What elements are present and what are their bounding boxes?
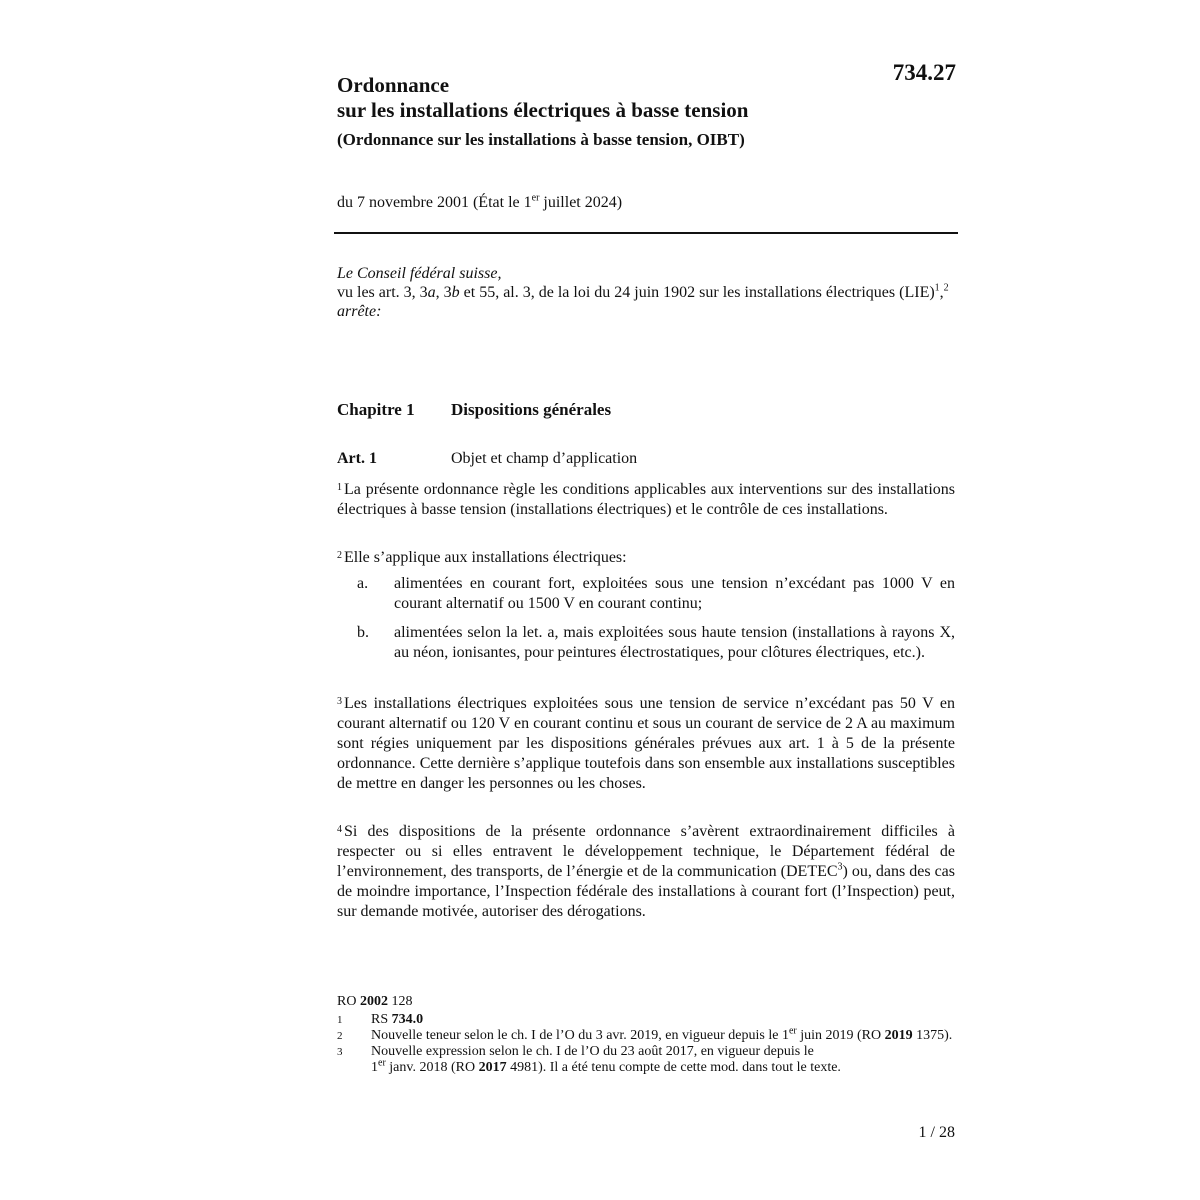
ro-prefix: RO xyxy=(337,994,360,1009)
chapter-number: Chapitre 1 xyxy=(337,400,415,419)
paragraph-text: Si des dispositions de la présente ordonnance s’avèrent extraordinairement difficiles à respecter ou si elles entravent le développement technique, le Département fédéral de l’environnement, des transports, de l’énergie et de la communication (DETEC xyxy=(337,823,955,880)
chapter-title: Dispositions générales xyxy=(451,400,612,419)
list-item xyxy=(337,574,955,614)
title-line-2: sur les installations électriques à basse tension xyxy=(337,98,749,122)
fn3-text-1: Nouvelle expression selon le ch. I de l’O du 23 août 2017, en vigueur depuis le xyxy=(371,1044,814,1059)
article-title: Objet et champ d’application xyxy=(451,450,638,467)
footnote-text xyxy=(371,1044,957,1076)
preamble-decree: arrête: xyxy=(337,303,382,320)
document-title xyxy=(337,73,897,123)
footnote-number: 1 xyxy=(337,1014,343,1026)
preamble-authority: Le Conseil fédéral suisse, xyxy=(337,265,502,282)
article-heading xyxy=(337,449,637,469)
considering-text-2: , 3 xyxy=(435,284,452,301)
date-sup: er xyxy=(531,192,540,204)
fn3-text-2a: 1 xyxy=(371,1060,378,1075)
article-paragraph-3 xyxy=(337,692,955,794)
paragraph-number: 3 xyxy=(337,696,342,707)
preamble xyxy=(337,264,957,321)
footnotes xyxy=(337,994,957,1076)
fn1-prefix: RS xyxy=(371,1012,392,1027)
paragraph-text: La présente ordonnance règle les conditions applicables aux interventions sur des installations électriques à basse tension (installations électriques) et le contrôle de ces installations. xyxy=(337,481,955,518)
list-item-text: alimentées en courant fort, exploitées sous une tension n’excédant pas 1000 V en courant alternatif ou 1500 V en courant continu; xyxy=(394,575,955,612)
fn3-text-2b: janv. 2018 (RO xyxy=(385,1060,479,1075)
considering-comma: , xyxy=(939,284,944,301)
ro-page: 128 xyxy=(387,994,413,1009)
fn2-text-1: Nouvelle teneur selon le ch. I de l’O du 3 avr. 2019, en vigueur depuis le 1 xyxy=(371,1028,789,1043)
footnote-text xyxy=(371,1025,957,1044)
article-paragraph-1 xyxy=(337,478,955,520)
fn2-text-2: juin 2019 (RO xyxy=(796,1028,885,1043)
considering-text-3: et 55, al. 3, de la loi du 24 juin 1902 sur les installations électriques (LIE) xyxy=(459,284,935,301)
paragraph-text: Elle s’applique aux installations électriques: xyxy=(344,549,627,566)
document-subtitle: (Ordonnance sur les installations à basse tension, OIBT) xyxy=(337,130,745,149)
article-paragraph-2 xyxy=(337,546,955,568)
footnote-text xyxy=(371,1012,957,1028)
footnote-ref-3[interactable]: 3 xyxy=(837,861,843,873)
date-prefix: du 7 novembre 2001 (État le 1 xyxy=(337,194,532,211)
considering-a: a xyxy=(427,284,436,301)
title-line-1: Ordonnance xyxy=(337,73,450,97)
article-paragraph-4 xyxy=(337,820,955,922)
list-item-label: b. xyxy=(357,624,369,641)
considering-b: b xyxy=(451,284,460,301)
chapter-heading xyxy=(337,399,611,421)
fn2-sup: er xyxy=(788,1025,797,1037)
considering-text-1: vu les art. 3, 3 xyxy=(337,284,428,301)
footnote-number: 3 xyxy=(337,1046,343,1058)
fn3-bold: 2017 xyxy=(478,1060,507,1075)
paragraph-text-cont: ) ou, dans des cas de moindre importance, l’Inspection fédérale des installations à courant fort (l’Inspection) peut, sur demande motivée, autoriser des dérogations. xyxy=(337,863,956,920)
list-item-text: alimentées selon la let. a, mais exploitées sous haute tension (installations à rayons X, au néon, ionisantes, pour peintures électrostatiques, pour clôtures électriques, etc.). xyxy=(394,624,955,661)
footnote-ref-2[interactable]: 2 xyxy=(943,282,949,294)
date-line xyxy=(337,192,622,214)
date-suffix: juillet 2024) xyxy=(539,194,623,211)
list-item xyxy=(337,623,955,683)
page-number: 1 / 28 xyxy=(918,1124,955,1141)
paragraph-number: 2 xyxy=(337,550,342,561)
fn2-bold: 2019 xyxy=(884,1028,913,1043)
fn1-bold: 734.0 xyxy=(391,1012,424,1027)
article-number: Art. 1 xyxy=(337,450,377,467)
paragraph-number: 1 xyxy=(337,482,342,493)
header-divider xyxy=(334,232,958,234)
list-item-label: a. xyxy=(357,575,369,592)
footnote-3 xyxy=(337,1044,957,1076)
footnote-1 xyxy=(337,1012,957,1028)
preamble-considering xyxy=(337,283,957,302)
footnote-number: 2 xyxy=(337,1030,343,1042)
fn3-sup: er xyxy=(378,1057,386,1069)
paragraph-text: Les installations électriques exploitées sous une tension de service n’excédant pas 50 V en courant alternatif ou 120 V en courant continu et sous un courant de service de 2 A au maximum sont régies uniquement par les dispositions générales prévues aux art. 1 à 5 de la présente ordonnance. Cette dernière s’applique toutefois dans son ensemble aux installations susceptibles de mettre en danger les personnes ou les choses. xyxy=(337,695,955,792)
fn2-text-3: 1375). xyxy=(912,1028,953,1043)
ro-year: 2002 xyxy=(359,994,388,1009)
footnote-2 xyxy=(337,1025,957,1044)
ro-reference xyxy=(337,994,957,1010)
rs-number: 734.27 xyxy=(892,60,956,85)
footnote-ref-1[interactable]: 1 xyxy=(934,282,940,294)
fn3-text-3: 4981). Il a été tenu compte de cette mod. dans tout le texte. xyxy=(506,1060,841,1075)
paragraph-number: 4 xyxy=(337,824,342,835)
